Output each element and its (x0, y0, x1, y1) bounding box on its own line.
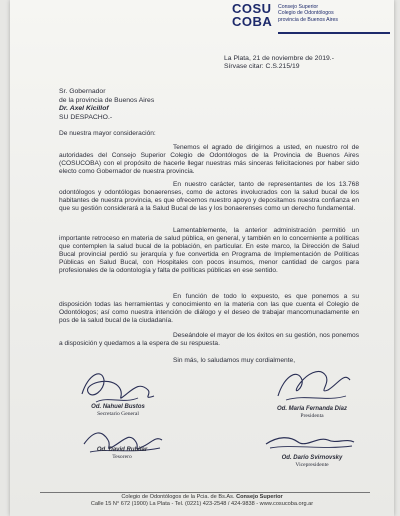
paragraph-4: En función de todo lo expuesto, es que ponemos a su disposición todas las herramientas y conocimiento en la materia con las que cuenta el Colegio de Odontólogos; así como nuestra intención de diálogo y el deseo de trabajar mancomunadamente en pos de la salud bucal de la ciudadanía. (59, 293, 359, 325)
paragraph-2: En nuestro carácter, tanto de representantes de los 13.768 odontólogos y odontólogas bonaerenses, como de actores involucrados con la salud bucal de los habitantes de nuestra provincia, es que ofrecemos nuestro apoyo y depositamos nuestra confianza en que su gestión considerará a la Salud Bucal de las y los bonaerenses como un derecho fundamental. (59, 181, 359, 213)
signatory-name-bustos: Od. Nahuel Bustos (91, 404, 145, 410)
signatory-role-bustos: Secretario General (97, 411, 139, 417)
footer-rule (40, 492, 370, 493)
reference-code: Sírvase citar: C.S.215/19 (224, 63, 300, 70)
recipient-name: Dr. Axel Kicillof (59, 105, 109, 113)
date-block (224, 55, 334, 71)
letter-page (10, 0, 394, 516)
recipient-title: Sr. Gobernador (59, 88, 106, 95)
signature-scribble-diaz (272, 362, 354, 406)
letterhead (232, 2, 392, 36)
signatory-role-svirnovsky: Vicepresidente (295, 462, 329, 468)
signatory-role-diaz: Presidenta (300, 413, 324, 419)
signatory-role-rubilar: Tesorero (112, 454, 132, 460)
signatory-name-rubilar: Od. David Rubilar (96, 447, 148, 453)
signature-scribble-bustos (78, 366, 158, 408)
footer (10, 494, 394, 508)
letter-date: La Plata, 21 de noviembre de 2019.- (224, 55, 334, 62)
paragraph-5: Deseándole el mayor de los éxitos en su gestión, nos ponemos a disposición y quedamos a la espera de su respuesta. (59, 332, 359, 348)
recipient-office: SU DESPACHO.- (59, 113, 113, 121)
paragraph-3: Lamentablemente, la anterior administración permitió un importante retroceso en materia de salud pública, en general, y también en lo concerniente a políticas que contemplen la salud bucal de la población, en particular. En este marco, la Dirección de Salud Bucal provincial perdió su jerarquía y fue convertida en Programa de Implementación de Políticas Públicas en Salud Bucal, con Hospitales con pocos insumos, menor cantidad de cargos para profesionales de la odontología y falta de políticas públicas en ese sentido. (59, 227, 359, 275)
recipient-province: de la provincia de Buenos Aires (59, 96, 155, 104)
letterhead-rule (278, 32, 390, 34)
signature-scribble-svirnovsky (262, 430, 358, 454)
signatory-name-svirnovsky: Od. Darío Svirnovsky (281, 455, 343, 461)
closing: Sin más, lo saludamos muy cordialmente, (173, 357, 296, 364)
footer-line-1: Colegio de Odontólogos de la Pcia. de Bs.As. Consejo Superior (121, 494, 283, 500)
paragraph-1: Tenemos el agrado de dirigirnos a usted, en nuestro rol de autoridades del Consejo Superior Colegio de Odontólogos de la Provincia de Buenos Aires (COSUCOBA) con el propósito de hacerle llegar nuestras más sinceras felicitaciones por haber sido electo como Gobernador de nuestra provincia. (59, 144, 359, 176)
salutation: De nuestra mayor consideración: (59, 130, 156, 137)
cosucoba-logo: COSU COBA (232, 1, 273, 29)
organization-name: Consejo Superior Colegio de Odontólogos provincia de Buenos Aires (278, 4, 338, 23)
recipient-block (59, 88, 154, 122)
signatory-name-diaz: Od. María Fernanda Díaz (276, 406, 348, 412)
footer-line-2: Calle 15 N° 672 (1900) La Plata - Tel. (0221) 423-2548 / 424-9838 - www.cosucoba.org.ar (90, 501, 314, 507)
